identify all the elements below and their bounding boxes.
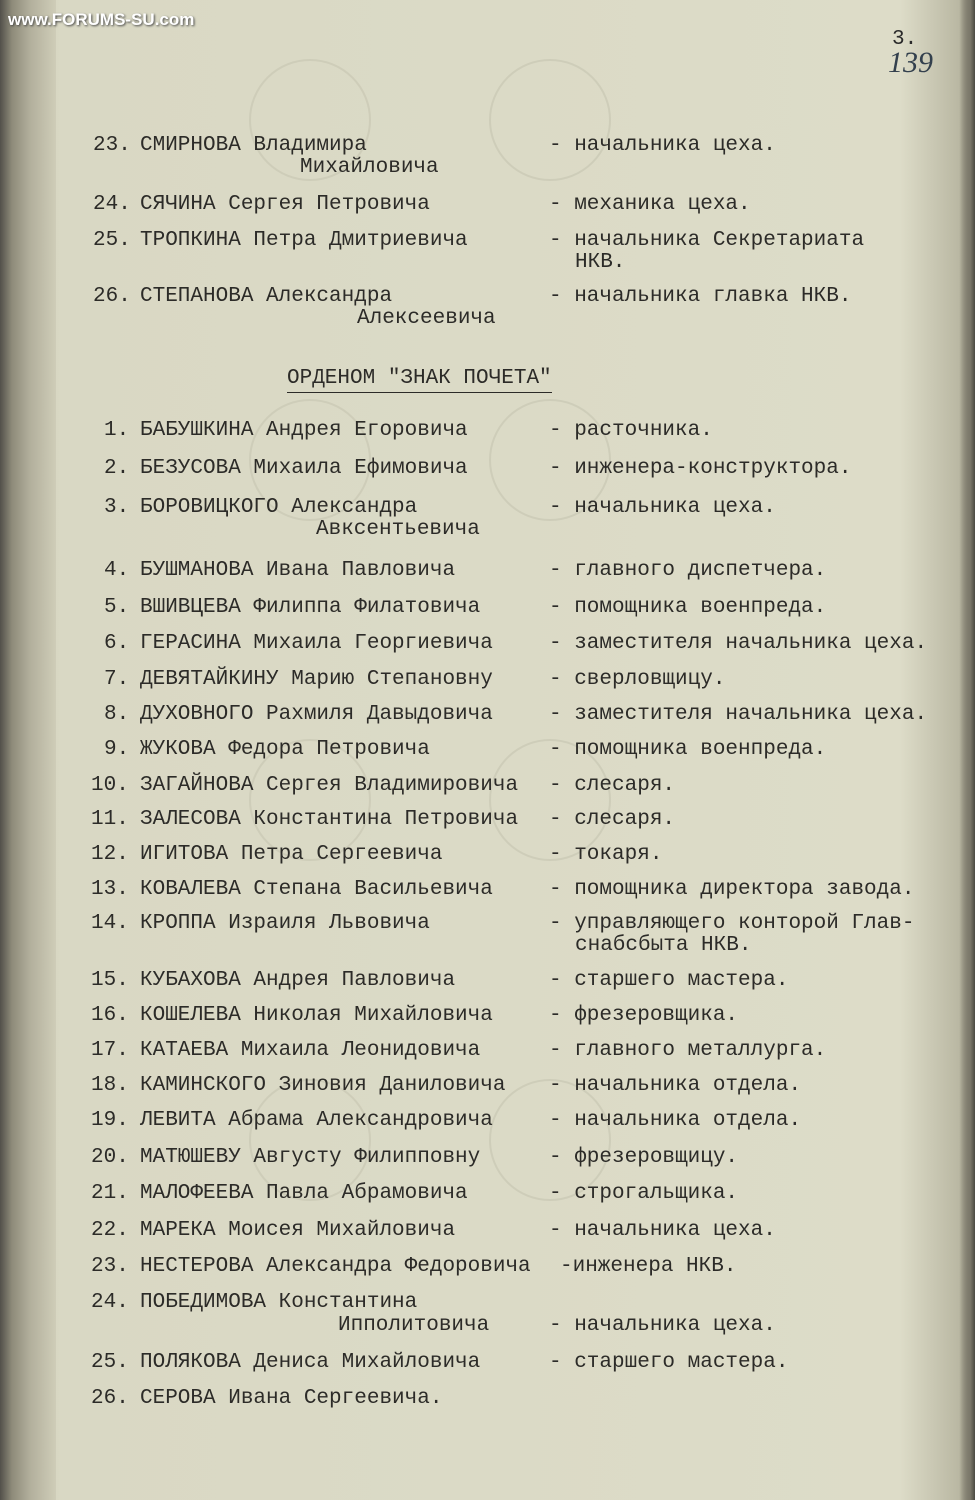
list-item-position: - заместителя начальника цеха. — [549, 703, 928, 726]
list-item-position: - главного диспетчера. — [549, 559, 827, 582]
list-item-name: ЖУКОВА Федора Петровича — [140, 738, 430, 761]
site-watermark: www.FORUMS-SU.com — [8, 10, 195, 29]
list-item-number: 2. — [104, 457, 130, 480]
list-item-position: - механика цеха. — [549, 193, 751, 216]
list-item-number: 20. — [91, 1146, 129, 1169]
page-edge-shadow — [959, 0, 975, 1500]
list-item-number: 4. — [104, 559, 130, 582]
list-item-number: 23. — [91, 1255, 129, 1278]
list-item-name: КОВАЛЕВА Степана Васильевича — [140, 878, 493, 901]
list-item-name: БЕЗУСОВА Михаила Ефимовича — [140, 457, 468, 480]
list-item-name: КУБАХОВА Андрея Павловича — [140, 969, 456, 992]
list-item-position-cont: снабсбыта НКВ. — [575, 934, 752, 957]
list-item-number: 1. — [104, 419, 130, 442]
list-item-number: 15. — [91, 969, 129, 992]
list-item-name: ТРОПКИНА Петра Дмитриевича — [140, 229, 468, 252]
page-number: 3. — [892, 28, 918, 51]
list-item-number: 12. — [91, 843, 129, 866]
list-item-name-cont: Михайловича — [300, 156, 439, 179]
section-heading: ОРДЕНОМ "ЗНАК ПОЧЕТА" — [287, 367, 552, 390]
list-item-number: 16. — [91, 1004, 129, 1027]
list-item-position: - фрезеровщика. — [549, 1004, 739, 1027]
list-item-name-cont: Алексеевича — [357, 307, 496, 330]
list-item-name: ПОЛЯКОВА Дениса Михайловича — [140, 1351, 481, 1374]
list-item-name: МАТЮШЕВУ Августу Филипповну — [140, 1146, 481, 1169]
list-item-name: БАБУШКИНА Андрея Егоровича — [140, 419, 468, 442]
list-item-position: - инженера-конструктора. — [549, 457, 852, 480]
list-item-name-cont: Авксентьевича — [316, 518, 480, 541]
list-item-position: - старшего мастера. — [549, 969, 789, 992]
list-item-number: 3. — [104, 496, 130, 519]
list-item-name: ЗАГАЙНОВА Сергея Владимировича — [140, 774, 519, 797]
binding-edge — [0, 0, 56, 1500]
list-item-position: - начальника отдела. — [549, 1109, 802, 1132]
list-item-name: МАРЕКА Моисея Михайловича — [140, 1219, 456, 1242]
list-item-number: 6. — [104, 632, 130, 655]
list-item-number: 26. — [93, 285, 131, 308]
list-item-position: - главного металлурга. — [549, 1039, 827, 1062]
list-item-name: ДУХОВНОГО Рахмиля Давыдовича — [140, 703, 493, 726]
list-item-position: - слесаря. — [549, 774, 676, 797]
list-item-position: - управляющего конторой Глав- — [549, 912, 915, 935]
list-item-name: ДЕВЯТАЙКИНУ Марию Степановну — [140, 668, 493, 691]
list-item-number: 24. — [93, 193, 131, 216]
list-item-position: - начальника главка НКВ. — [549, 285, 852, 308]
list-item-position: - начальника Секретариата — [549, 229, 865, 252]
list-item-number: 10. — [91, 774, 129, 797]
list-item-position-cont: НКВ. — [575, 251, 626, 274]
list-item-name: ПОБЕДИМОВА Константина — [140, 1291, 418, 1314]
list-item-name: СЕРОВА Ивана Сергеевича. — [140, 1387, 443, 1410]
list-item-number: 11. — [91, 808, 129, 831]
list-item-name: ЛЕВИТА Абрама Александровича — [140, 1109, 493, 1132]
list-item-position: - начальника цеха. — [549, 1219, 776, 1242]
list-item-name: НЕСТЕРОВА Александра Федоровича — [140, 1255, 531, 1278]
list-item-name: ВШИВЦЕВА Филиппа Филатовича — [140, 596, 481, 619]
list-item-position: - слесаря. — [549, 808, 676, 831]
list-item-number: 17. — [91, 1039, 129, 1062]
list-item-name: КОШЕЛЕВА Николая Михайловича — [140, 1004, 493, 1027]
list-item-number: 9. — [104, 738, 130, 761]
list-item-position: - расточника. — [549, 419, 713, 442]
list-item-position: - помощника директора завода. — [549, 878, 915, 901]
list-item-number: 14. — [91, 912, 129, 935]
list-item-number: 22. — [91, 1219, 129, 1242]
list-item-position: - помощника военпреда. — [549, 738, 827, 761]
list-item-number: 7. — [104, 668, 130, 691]
list-item-name: ЗАЛЕСОВА Константина Петровича — [140, 808, 519, 831]
list-item-name: БОРОВИЦКОГО Александра — [140, 496, 418, 519]
list-item-position: - начальника цеха. — [549, 134, 776, 157]
list-item-name: КРОППА Израиля Львовича — [140, 912, 430, 935]
list-item-number: 23. — [93, 134, 131, 157]
list-item-number: 21. — [91, 1182, 129, 1205]
list-item-number: 25. — [91, 1351, 129, 1374]
list-item-number: 18. — [91, 1074, 129, 1097]
list-item-name-cont: Ипполитовича — [338, 1314, 490, 1337]
list-item-name: БУШМАНОВА Ивана Павловича — [140, 559, 456, 582]
list-item-position: -инженера НКВ. — [560, 1255, 737, 1278]
list-item-position: - строгальщика. — [549, 1182, 739, 1205]
list-item-position: - заместителя начальника цеха. — [549, 632, 928, 655]
list-item-name: МАЛОФЕЕВА Павла Абрамовича — [140, 1182, 468, 1205]
list-item-position: - помощника военпреда. — [549, 596, 827, 619]
list-item-name: КАТАЕВА Михаила Леонидовича — [140, 1039, 481, 1062]
list-item-position: - старшего мастера. — [549, 1351, 789, 1374]
list-item-name: СТЕПАНОВА Александра — [140, 285, 393, 308]
list-item-name: СЯЧИНА Сергея Петровича — [140, 193, 430, 216]
list-item-number: 26. — [91, 1387, 129, 1410]
list-item-position: - фрезеровщицу. — [549, 1146, 739, 1169]
list-item-position: - начальника цеха. — [549, 1314, 776, 1337]
list-item-number: 25. — [93, 229, 131, 252]
list-item-number: 24. — [91, 1291, 129, 1314]
list-item-position: - сверловщицу. — [549, 668, 726, 691]
list-item-number: 8. — [104, 703, 130, 726]
list-item-name: ИГИТОВА Петра Сергеевича — [140, 843, 443, 866]
list-item-position: - токаря. — [549, 843, 663, 866]
list-item-position: - начальника цеха. — [549, 496, 776, 519]
list-item-number: 13. — [91, 878, 129, 901]
list-item-position: - начальника отдела. — [549, 1074, 802, 1097]
list-item-name: КАМИНСКОГО Зиновия Даниловича — [140, 1074, 506, 1097]
list-item-name: ГЕРАСИНА Михаила Георгиевича — [140, 632, 493, 655]
list-item-number: 19. — [91, 1109, 129, 1132]
list-item-number: 5. — [104, 596, 130, 619]
archive-sheet-number: 139 — [888, 46, 933, 79]
list-item-name: СМИРНОВА Владимира — [140, 134, 367, 157]
